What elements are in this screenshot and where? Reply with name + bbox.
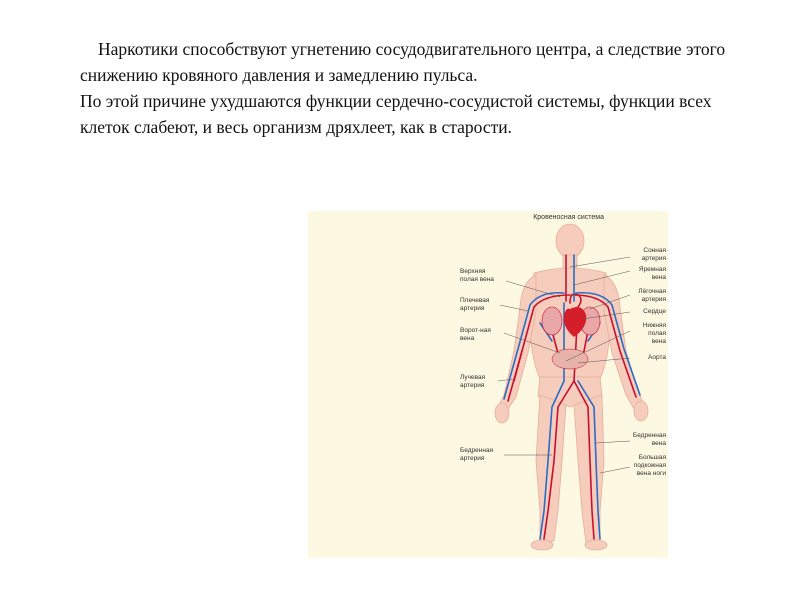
label-heart: Сердце bbox=[643, 308, 666, 315]
label-jugular-vein: Яремная вена bbox=[638, 266, 666, 281]
slide-text bbox=[80, 36, 740, 140]
label-carotid-artery: Сонная артерия bbox=[641, 247, 666, 262]
label-aorta: Аорта bbox=[648, 354, 666, 361]
label-great-saphenous-vein: Большая подкожная вена ноги bbox=[633, 454, 666, 477]
body-silhouette bbox=[495, 224, 648, 550]
label-radial-artery: Лучевая артерия bbox=[460, 374, 486, 389]
circulatory-system-illustration bbox=[308, 211, 668, 558]
label-brachial-artery: Плечевая артерия bbox=[460, 297, 490, 312]
paragraph-consequences: По этой причине ухудшаются функции сердечно-сосудистой системы, функции всех клеток слабеют, и весь организм дряхлеет, как в старости. bbox=[80, 91, 712, 137]
label-portal-vein: Ворот-ная вена bbox=[460, 327, 491, 342]
label-femoral-vein: Бедренная вена bbox=[632, 432, 666, 447]
label-pulmonary-artery: Лёгочная артерия bbox=[638, 288, 666, 303]
circulatory-system-figure bbox=[308, 211, 668, 558]
figure-title: Кровеносная система bbox=[533, 214, 604, 221]
left-lung bbox=[542, 307, 562, 335]
label-superior-vena-cava: Верхняя полая вена bbox=[460, 268, 494, 283]
paragraph-narcotics-effect: Наркотики способствуют угнетению сосудодвигательного центра, а следствие этого снижению кровяного давления и замедлению пульса. bbox=[80, 39, 726, 85]
label-inferior-vena-cava: Нижняя полая вена bbox=[642, 322, 666, 345]
label-femoral-artery: Бедренная артерия bbox=[460, 447, 494, 462]
